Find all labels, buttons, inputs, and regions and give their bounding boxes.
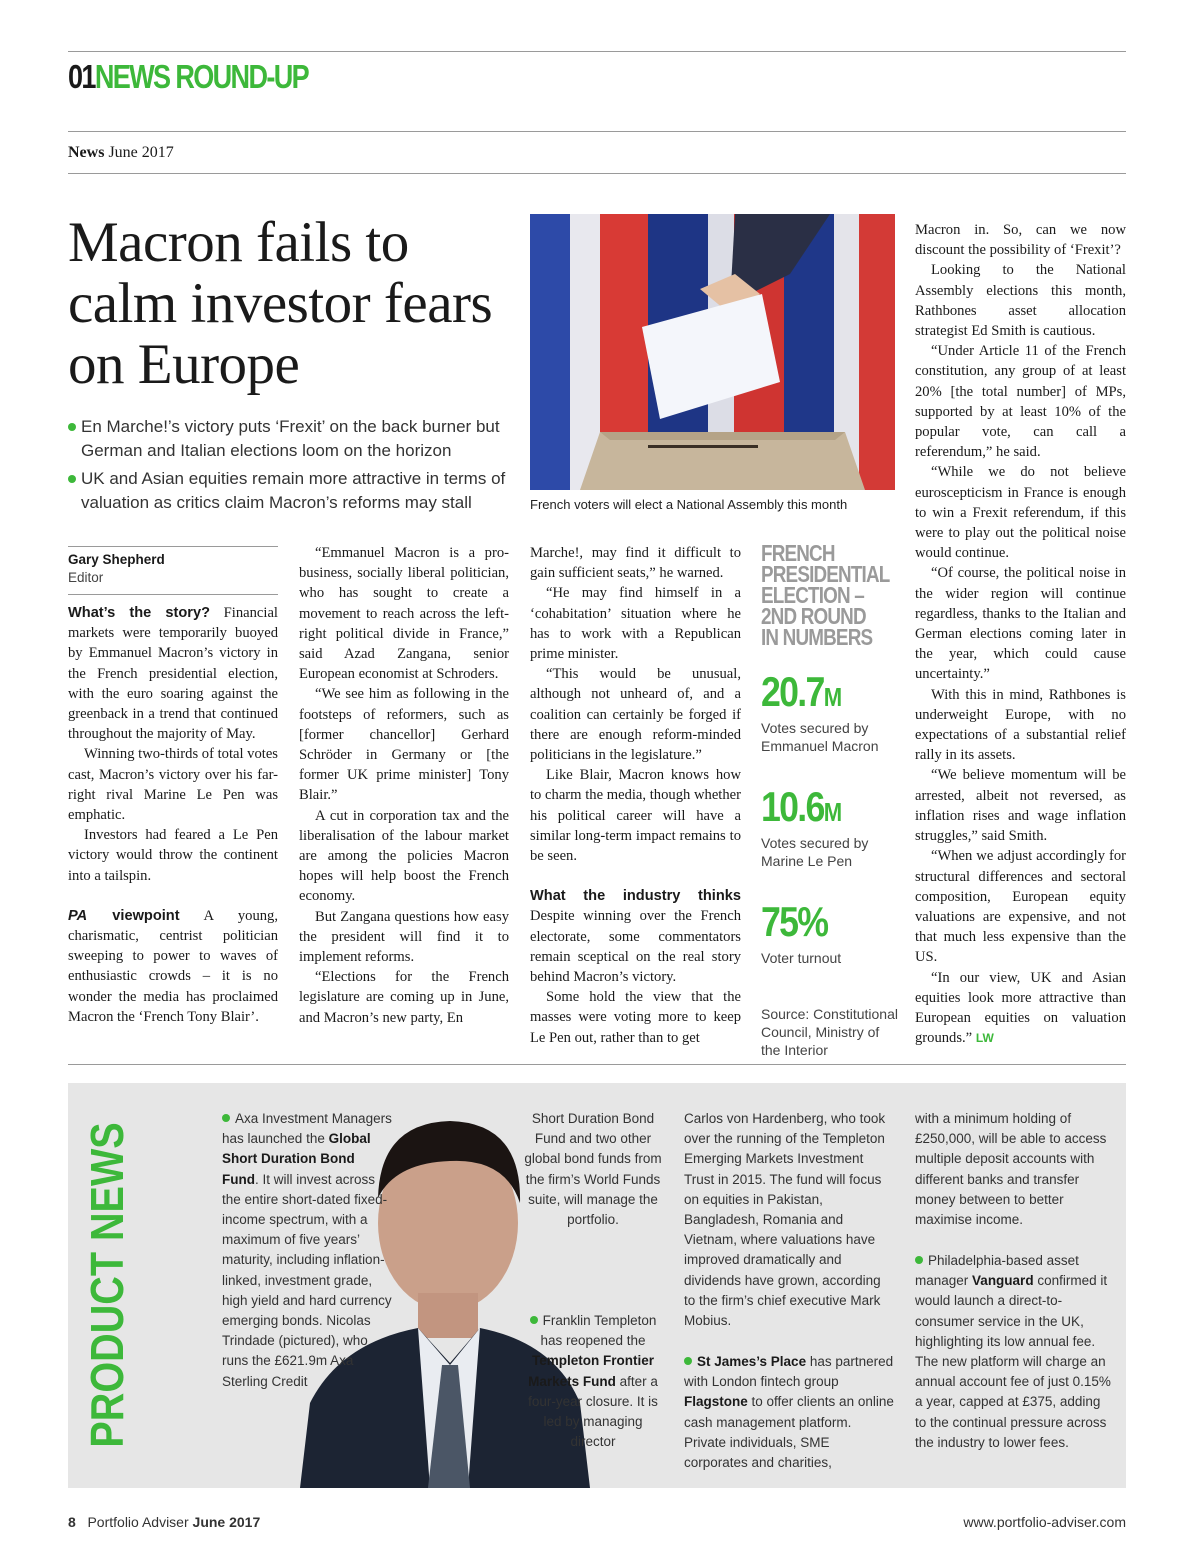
paragraph: Macron in. So, can we now discount the possibility of ‘Frexit’? xyxy=(915,222,1126,259)
product-news-item-sjp: St James’s Place has partnered with London fintech group Flagstone to offer clients an online cash management platform. Private individuals, SME corporates and charities, xyxy=(684,1354,894,1471)
bullet-dot-icon xyxy=(222,1114,230,1122)
product-news-item-vanguard: Philadelphia-based asset manager Vanguard confirmed it would launch a direct-to-consumer service in the UK, highlighting its low annual fee. The new platform will charge an annual account fee of just 0.15% a year, capped at £375, adding to the continual pressure across the industry to lower fees. xyxy=(915,1253,1111,1450)
kicker-label: News xyxy=(68,144,105,161)
paragraph: “In our view, UK and Asian equities look more attractive than European equities on valuation grounds.” LW xyxy=(915,969,1126,1047)
paragraph: With this in mind, Rathbones is underweight Europe, with no expectations of a substantial relief rally in its assets. xyxy=(915,686,1126,764)
product-news-panel xyxy=(68,1083,1126,1488)
product-news-item-axa-cont: Short Duration Bond Fund and two other global bond funds from the firm’s World Funds suite, will manage the portfolio. xyxy=(524,1111,662,1228)
election-stats-box xyxy=(761,540,901,1059)
standfirst-bullets xyxy=(68,415,508,519)
stat-item xyxy=(761,670,901,755)
ballot-box-photo xyxy=(530,214,895,490)
paragraph: What the industry thinks Despite winning over the French electorate, some commentators remain sceptical on the real story behind Macron’s victory. xyxy=(530,888,741,986)
article-bottom-rule xyxy=(68,1064,1126,1065)
product-news-item-sjp-cont: with a minimum holding of £250,000, will be able to access multiple deposit accounts with different banks and transfer money between to better maximise income. xyxy=(915,1111,1107,1228)
stat-value: 75% xyxy=(761,898,828,945)
bullet-dot-icon xyxy=(68,475,76,483)
page-footer xyxy=(68,1514,260,1530)
byline-rule xyxy=(68,546,278,547)
headline: Macron fails to calm investor fears on Europe xyxy=(68,211,493,396)
article-column-4 xyxy=(915,220,1126,1048)
product-news-title: PRODUCT NEWS xyxy=(81,1122,133,1448)
paragraph: Marche!, may find it difficult to gain sufficient seats,” he warned. xyxy=(530,545,741,582)
paragraph: Investors had feared a Le Pen victory would throw the continent into a tailspin. xyxy=(68,827,278,884)
product-news-item-franklin: Franklin Templeton has reopened the Templeton Frontier Markets Fund after a four-year closure. It is led by managing director xyxy=(528,1313,658,1450)
paragraph: Winning two-thirds of total votes cast, Macron’s victory over his far-right rival Marine Le Pen was emphatic. xyxy=(68,746,278,824)
page-number: 8 xyxy=(68,1514,76,1530)
stat-label: Voter turnout xyxy=(761,950,842,966)
paragraph: Looking to the National Assembly elections this month, Rathbones asset allocation strategist Ed Smith is cautious. xyxy=(915,262,1126,340)
author-initials: LW xyxy=(975,1031,994,1046)
byline xyxy=(68,551,165,587)
bullet-dot-icon xyxy=(68,423,76,431)
stats-source: Source: Constitutional Council, Ministry of the Interior xyxy=(761,1006,898,1058)
bullet-item: En Marche!’s victory puts ‘Frexit’ on the back burner but German and Italian elections loom on the horizon xyxy=(68,415,508,463)
bullet-item: UK and Asian equities remain more attractive in terms of valuation as critics claim Macron’s reforms may stall xyxy=(68,467,508,515)
paragraph: But Zangana questions how easy the president will find it to implement reforms. xyxy=(299,908,509,966)
byline-role: Editor xyxy=(68,570,104,585)
ballot-photo-illustration xyxy=(530,214,895,490)
product-news-item-templeton: Carlos von Hardenberg, who took over the running of the Templeton Emerging Markets Investment Trust in 2015. The fund will focus on equities in Pakistan, Bangladesh, Romania and Vietnam, where valuations have improved dramatically and dividends have grown, according to the firm’s chief executive Mark Mobius. xyxy=(684,1111,886,1329)
byline-name: Gary Shepherd xyxy=(68,552,165,567)
bullet-dot-icon xyxy=(915,1256,923,1264)
paragraph: “Of course, the political noise in the wider region will continue regardless, thanks to the Italian and German elections coming later in the year, which could cause uncertainty.” xyxy=(915,565,1126,683)
paragraph: “When we adjust accordingly for structural differences and sectoral composition, European equity valuations are expensive, and not that much less expensive than the US. xyxy=(915,848,1126,966)
bullet-dot-icon xyxy=(684,1357,692,1365)
paragraph: “This would be unusual, although not unheard of, and a coalition can certainly be forged if there are enough reform-minded politicians in the legislature.” xyxy=(530,666,741,764)
stat-item xyxy=(761,900,901,967)
paragraph: “He may find himself in a ‘cohabitation’ situation where he has to work with a Republican prime minister. xyxy=(530,585,741,663)
paragraph: “Under Article 11 of the French constitution, any group of at least 20% [the total number] of MPs, supported by at least 10% of the popular vote, can call a referendum,” he said. xyxy=(915,343,1126,461)
bullet-dot-icon xyxy=(530,1316,538,1324)
byline-rule-bottom xyxy=(68,594,278,595)
kicker xyxy=(68,144,174,162)
section-title: NEWS ROUND-UP xyxy=(94,58,309,95)
section-rule xyxy=(68,131,1126,132)
article-column-3 xyxy=(530,543,741,1048)
stats-title: FRENCH PRESIDENTIAL ELECTION – 2ND ROUND IN NUMBERS xyxy=(761,540,890,650)
top-rule xyxy=(68,51,1126,52)
stat-value: 20.7M xyxy=(761,668,843,715)
stat-label: Votes secured by Emmanuel Macron xyxy=(761,720,879,754)
stat-value: 10.6M xyxy=(761,783,843,830)
paragraph: What’s the story? Financial markets were temporarily buoyed by Emmanuel Macron’s victory in the French presidential election, with the euro soaring against the greenback in a trend that continued throughout the majority of May. xyxy=(68,605,278,743)
kicker-date: June 2017 xyxy=(108,144,174,161)
footer-url[interactable]: www.portfolio-adviser.com xyxy=(963,1514,1126,1530)
paragraph: PA viewpoint A young, charismatic, centrist politician sweeping to power to waves of enthusiastic crowds – it is no wonder the media has proclaimed Macron the ‘French Tony Blair’. xyxy=(68,907,279,1025)
stat-item xyxy=(761,785,901,870)
paragraph: “While we do not believe euroscepticism in France is enough to win a Frexit referendum, if this were to play out the political noise would continue. xyxy=(915,464,1126,562)
issue-date: June 2017 xyxy=(192,1514,261,1530)
publication-name: Portfolio Adviser xyxy=(87,1514,189,1530)
paragraph: “Elections for the French legislature are coming up in June, and Macron’s new party, En xyxy=(299,969,509,1026)
section-number: 01 xyxy=(68,58,95,95)
paragraph: Like Blair, Macron knows how to charm the media, though whether his political career will have a similar long-term impact remains to be seen. xyxy=(530,767,741,865)
kicker-rule xyxy=(68,173,1126,174)
article-column-1 xyxy=(68,603,278,1027)
photo-caption: French voters will elect a National Assembly this month xyxy=(530,497,848,512)
section-header xyxy=(68,58,308,96)
paragraph: A cut in corporation tax and the liberalisation of the labour market are among the policies Macron hopes will help boost the French economy. xyxy=(299,807,509,905)
paragraph: “We believe momentum will be arrested, albeit not reversed, as inflation rises and wage inflation struggles,” said Smith. xyxy=(915,767,1126,845)
paragraph: Some hold the view that the masses were voting more to keep Le Pen out, rather than to get xyxy=(530,989,741,1046)
article-column-2 xyxy=(299,543,509,1028)
paragraph: “We see him as following in the footsteps of reformers, such as [former chancellor] Gerhard Schröder in Germany or [the former UK prime minister] Tony Blair.” xyxy=(299,686,509,804)
stat-label: Votes secured by Marine Le Pen xyxy=(761,835,869,869)
product-news-item-axa: Axa Investment Managers has launched the Global Short Duration Bond Fund. It will invest across the entire short-dated fixed-income spectrum, with a maximum of five years’ maturity, including inflation-linked, investment grade, high yield and hard currency emerging bonds. Nicolas Trindade (pictured), who runs the £621.9m Axa Sterling Credit xyxy=(222,1111,392,1389)
paragraph: “Emmanuel Macron is a pro-business, socially liberal politician, who has sought to create a movement to reach across the left-right political divide in France,” said Azad Zangana, senior European economist at Schroders. xyxy=(299,545,509,683)
